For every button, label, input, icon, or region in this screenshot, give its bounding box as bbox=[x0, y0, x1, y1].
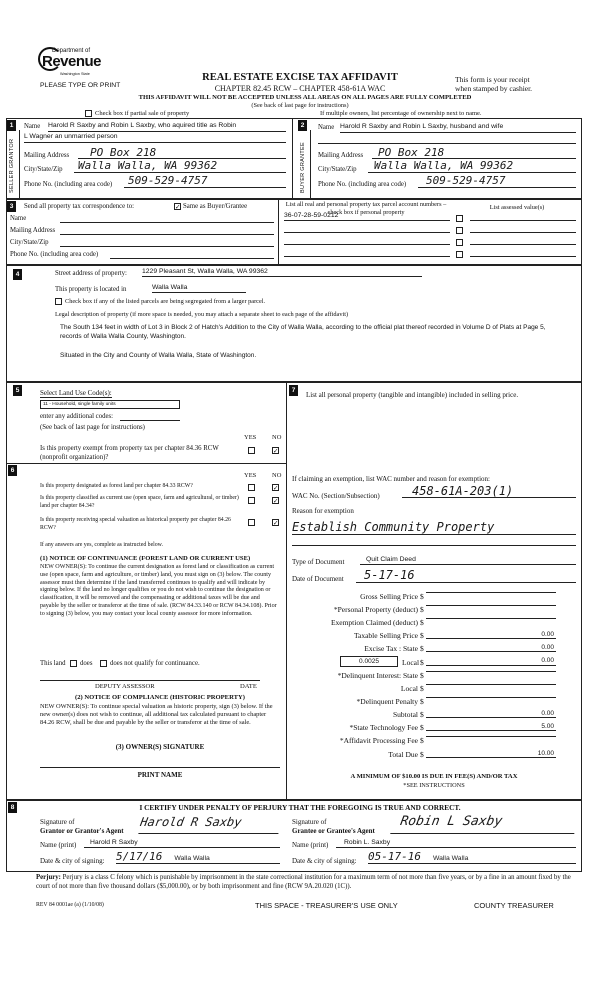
current-use-no-checkbox[interactable]: ✓ bbox=[273, 497, 279, 505]
seller-city-label: City/State/Zip bbox=[24, 166, 63, 173]
taxable-price-dollar: $ bbox=[420, 631, 424, 640]
seller-name-label: Name bbox=[24, 123, 41, 130]
perjury-label: Perjury: bbox=[36, 874, 61, 881]
perjury-notice bbox=[36, 874, 584, 891]
form-title: REAL ESTATE EXCISE TAX AFFIDAVIT bbox=[202, 72, 398, 83]
revenue-logo-text: Revenue bbox=[42, 53, 102, 70]
historic-text: NEW OWNER(S): To continue special valuation as historic property, sign (3) below. If the new owner(s) does not wish to continue, all additional tax calculated pursuant to chapter 84.26 RCW, shall be due and payable by the seller or transferor at the time of sale. bbox=[40, 703, 273, 726]
does-label: does bbox=[80, 660, 93, 667]
processing-fee-field[interactable] bbox=[426, 736, 556, 737]
subtotal-row bbox=[290, 710, 556, 722]
legal-description-label: Legal description of property (if more space is needed, you may attach a separate sheet to each page of the affidavit) bbox=[55, 311, 349, 318]
perjury-text: Perjury is a class C felony which is punishable by imprisonment in the state correctional institution for a maximum term of not more than five years, or by a fine in an amount fixed by the court of not more than five thousand dollars ($5,000.00), or by both imprisonment and fine (RCW 9A.20.020 (1C)). bbox=[36, 874, 571, 890]
delinquent-interest-state-field[interactable] bbox=[426, 671, 556, 672]
assessed-header: List assessed value(s) bbox=[489, 204, 545, 211]
buyer-side-label: BUYER GRANTEE bbox=[300, 142, 306, 193]
exemption-claimed-row bbox=[290, 618, 556, 630]
section-7-number: 7 bbox=[289, 385, 298, 396]
local-tax-dollar: $ bbox=[420, 658, 424, 667]
minimum-due-notice: A MINIMUM OF $10.00 IS DUE IN FEE(S) AND/OR TAX bbox=[350, 773, 518, 780]
grantor-date-field[interactable] bbox=[116, 850, 280, 864]
delinquent-penalty-field[interactable] bbox=[426, 697, 556, 698]
gross-price-field[interactable] bbox=[426, 592, 556, 593]
washington-state-label: Washington State bbox=[60, 72, 90, 76]
partial-sale-checkbox[interactable] bbox=[85, 110, 92, 117]
current-use-question: Is this property classified as current use (open space, farm and agricultural, or timber) land per chapter 84.34? bbox=[40, 495, 239, 509]
print-name-label: PRINT NAME bbox=[137, 771, 183, 779]
send-correspondence-label: Send all property tax correspondence to: bbox=[24, 203, 135, 210]
parcel-number-field[interactable]: 36-07-28-59-0212 bbox=[284, 212, 450, 221]
see-instructions-note: *SEE INSTRUCTIONS bbox=[403, 782, 465, 789]
delinquent-penalty-row bbox=[290, 697, 556, 709]
does-not-checkbox[interactable] bbox=[100, 660, 107, 667]
personal-property-checkbox-4[interactable] bbox=[456, 251, 463, 258]
does-checkbox[interactable] bbox=[70, 660, 77, 667]
same-as-buyer-label: Same as Buyer/Grantee bbox=[183, 203, 248, 210]
delinquent-penalty-label: *Delinquent Penalty bbox=[356, 697, 418, 706]
street-address-label: Street address of property: bbox=[55, 270, 127, 277]
segregated-label: Check box if any of the listed parcels are being segregated from a larger parcel. bbox=[65, 298, 266, 305]
parcel-field-4[interactable] bbox=[284, 248, 450, 257]
additional-codes-label: enter any additional codes: bbox=[40, 413, 114, 420]
yes-header-6: YES bbox=[244, 472, 257, 479]
seller-mailing-field[interactable]: PO Box 218 bbox=[78, 146, 286, 159]
delinquent-interest-state-row bbox=[290, 671, 556, 683]
certify-statement: I CERTIFY UNDER PENALTY OF PERJURY THAT THE FOREGOING IS TRUE AND CORRECT. bbox=[139, 803, 461, 812]
receipt-note: This form is your receipt bbox=[455, 75, 530, 84]
assessed-value-field-3[interactable] bbox=[470, 236, 576, 245]
seller-city-field[interactable]: Walla Walla, WA 99362 bbox=[74, 159, 286, 173]
reason-label: Reason for exemption bbox=[292, 507, 354, 515]
section-3-number: 3 bbox=[7, 201, 16, 212]
seller-mailing-label: Mailing Address bbox=[24, 152, 70, 159]
multiple-owners-note: If multiple owners, list percentage of ownership next to name. bbox=[320, 110, 482, 117]
section-4-number: 4 bbox=[13, 269, 22, 280]
technology-fee-label: *State Technology Fee bbox=[349, 723, 418, 732]
doc-date-field[interactable]: 5-17-16 bbox=[356, 568, 576, 583]
excise-state-dollar: $ bbox=[420, 644, 424, 653]
doc-type-field[interactable]: Quit Claim Deed bbox=[360, 556, 576, 565]
grantee-signature-field[interactable]: Robin L Saxby bbox=[390, 814, 578, 834]
section-2-number: 2 bbox=[298, 120, 307, 131]
land-use-see-back: (See back of last page for instructions) bbox=[40, 424, 145, 431]
continuance-text: NEW OWNER(S): To continue the current designation as forest land or classification as current use (open space, farm and agriculture, or timber) land, you must sign on (3) below. The county assessor must then determine if the land transferred continues to qualify and will indicate by signing below. If the land no longer qualifies or you do not wish to continue the designation or classification, it will be removed and the compensating or additional taxes will be due and payable by the seller or transferor at the time of sale. (RCW 84.33.140 or RCW 84.34.108). Prior to signing (3) below, you may contact your local county assessor for more information. bbox=[40, 564, 277, 617]
exemption-claimed-dollar: $ bbox=[420, 618, 424, 627]
buyer-mailing-field[interactable]: PO Box 218 bbox=[372, 146, 576, 159]
technology-fee-field[interactable]: 5.00 bbox=[426, 723, 556, 731]
yes-header-5: YES bbox=[244, 434, 257, 441]
receipt-note-2: when stamped by cashier. bbox=[455, 84, 533, 93]
section-1-number: 1 bbox=[7, 120, 16, 131]
technology-fee-row bbox=[290, 723, 556, 735]
taxable-price-field[interactable]: 0.00 bbox=[426, 631, 556, 639]
see-back-instructions: (See back of last page for instructions) bbox=[251, 102, 349, 109]
legal-description-text-2: Situated in the City and County of Walla Walla, State of Washington. bbox=[60, 352, 257, 359]
buyer-city-label: City/State/Zip bbox=[318, 166, 357, 173]
personal-property-checkbox-2[interactable] bbox=[456, 227, 463, 234]
local-tax-field[interactable]: 0.00 bbox=[426, 657, 556, 666]
exemption-claimed-field[interactable] bbox=[426, 618, 556, 619]
form-number: REV 84 0001ae (a) (1/10/08) bbox=[36, 902, 104, 908]
grantor-agent-label: Grantor or Grantor's Agent bbox=[40, 827, 124, 835]
grantor-name-label: Name (print) bbox=[40, 841, 77, 849]
chapter-label: CHAPTER 82.45 RCW – CHAPTER 458-61A WAC bbox=[214, 84, 386, 93]
parcel-header: List all real and personal property tax parcel account numbers – check box if personal property bbox=[285, 201, 447, 216]
grantor-date-value: 5/17/16 bbox=[116, 850, 163, 863]
delinquent-interest-local-field[interactable] bbox=[426, 684, 556, 685]
delinquent-interest-state-dollar: $ bbox=[420, 671, 424, 680]
subtotal-label: Subtotal bbox=[392, 710, 418, 719]
corr-mailing-label: Mailing Address bbox=[10, 227, 56, 234]
section-6-number: 6 bbox=[8, 465, 17, 476]
street-address-field[interactable]: 1229 Pleasant St, Walla Walla, WA 99362 bbox=[142, 268, 422, 277]
grantee-city-value: Walla Walla bbox=[432, 855, 469, 862]
grantee-name-label: Name (print) bbox=[292, 841, 329, 849]
this-land-label: This land bbox=[40, 660, 66, 667]
doc-type-label: Type of Document bbox=[292, 558, 345, 566]
processing-fee-dollar: $ bbox=[420, 736, 424, 745]
subtotal-dollar: $ bbox=[420, 710, 424, 719]
corr-phone-field[interactable] bbox=[110, 250, 274, 259]
historic-no-checkbox[interactable]: ✓ bbox=[273, 519, 279, 527]
reason-field[interactable]: Establish Community Property bbox=[292, 520, 576, 535]
wac-number-field[interactable]: 458-61A-203(1) bbox=[402, 484, 576, 498]
corr-city-field[interactable] bbox=[60, 238, 274, 247]
wac-label: WAC No. (Section/Subsection) bbox=[292, 492, 380, 500]
local-rate-box: 0.0025 bbox=[340, 656, 398, 667]
land-use-code-field[interactable]: 11 - Household, single family units bbox=[40, 400, 180, 409]
additional-codes-field[interactable] bbox=[120, 412, 180, 421]
located-in-label: This property is located in bbox=[55, 286, 127, 293]
grantor-signature-field[interactable]: Harold R Saxby bbox=[138, 815, 281, 834]
delinquent-interest-local-label: Local bbox=[400, 684, 418, 693]
buyer-phone-label: Phone No. (including area code) bbox=[318, 181, 407, 188]
does-not-label: does not qualify for continuance. bbox=[110, 660, 200, 667]
delinquent-interest-state-label: *Delinquent Interest: State bbox=[337, 671, 418, 680]
not-accepted-notice: THIS AFFIDAVIT WILL NOT BE ACCEPTED UNLESS ALL AREAS ON ALL PAGES ARE FULLY COMPLETED bbox=[138, 94, 472, 101]
please-type-label: PLEASE TYPE OR PRINT bbox=[40, 82, 121, 89]
personal-property-deduct-dollar: $ bbox=[420, 605, 424, 614]
delinquent-penalty-dollar: $ bbox=[420, 697, 424, 706]
exempt-question: Is this property exempt from property tax per chapter 84.36 RCW (nonprofit organization)? bbox=[40, 445, 219, 461]
continuance-title: (1) NOTICE OF CONTINUANCE (FOREST LAND OR CURRENT USE) bbox=[40, 555, 251, 562]
located-in-field[interactable]: Walla Walla bbox=[152, 284, 246, 293]
grantee-name-field[interactable]: Robin L. Saxby bbox=[336, 839, 576, 848]
seller-phone-label: Phone No. (including area code) bbox=[24, 181, 113, 188]
deputy-assessor-label: DEPUTY ASSESSOR bbox=[95, 683, 155, 690]
grantee-signature-label: Signature of bbox=[292, 818, 327, 826]
gross-price-row bbox=[290, 592, 556, 604]
parcel-field-3[interactable] bbox=[284, 236, 450, 245]
historic-yes-checkbox[interactable] bbox=[248, 519, 255, 526]
gross-price-label: Gross Selling Price bbox=[360, 592, 418, 601]
partial-sale-label: Check box if partial sale of property bbox=[95, 110, 190, 117]
subtotal-field[interactable]: 0.00 bbox=[426, 710, 556, 718]
buyer-name-label: Name bbox=[318, 124, 335, 131]
personal-property-deduct-label: *Personal Property (deduct) bbox=[333, 605, 418, 614]
corr-phone-label: Phone No. (including area code) bbox=[10, 251, 99, 258]
grantor-name-field[interactable]: Harold R Saxby bbox=[84, 839, 280, 848]
corr-mailing-field[interactable] bbox=[60, 226, 274, 235]
local-tax-label: Local bbox=[402, 658, 420, 667]
if-yes-note: If any answers are yes, complete as instructed below. bbox=[40, 542, 163, 548]
seller-name-field-2[interactable]: L Wagner an unmarried person bbox=[24, 133, 286, 143]
personal-property-deduct-field[interactable] bbox=[426, 605, 556, 606]
personal-property-checkbox-1[interactable] bbox=[456, 215, 463, 222]
no-header-6: NO bbox=[272, 472, 282, 479]
excise-state-label: Excise Tax : State bbox=[364, 644, 418, 653]
corr-name-label: Name bbox=[10, 215, 27, 222]
excise-state-field[interactable]: 0.00 bbox=[426, 644, 556, 652]
seller-phone-field[interactable]: 509-529-4757 bbox=[124, 174, 286, 188]
buyer-phone-field[interactable]: 509-529-4757 bbox=[418, 174, 576, 188]
technology-fee-dollar: $ bbox=[420, 723, 424, 732]
date-label: DATE bbox=[240, 683, 257, 690]
seller-side-label: SELLER GRANTOR bbox=[9, 138, 15, 193]
county-treasurer-label: COUNTY TREASURER bbox=[474, 901, 554, 910]
total-due-row bbox=[290, 750, 556, 762]
exempt-no-checkbox[interactable]: ✓ bbox=[273, 447, 279, 455]
segregated-checkbox[interactable] bbox=[55, 298, 62, 305]
total-due-field[interactable]: 10.00 bbox=[426, 750, 556, 758]
taxable-price-row bbox=[290, 631, 556, 643]
dept-label: Department of bbox=[52, 48, 91, 54]
exemption-intro: If claiming an exemption, list WAC number and reason for exemption: bbox=[292, 475, 490, 483]
grantee-date-field[interactable] bbox=[368, 850, 576, 864]
corr-city-label: City/State/Zip bbox=[10, 239, 49, 246]
historic-question: Is this property receiving special valuation as historical property per chapter 84.26 RCW? bbox=[40, 517, 231, 531]
grantee-date-value: 05-17-16 bbox=[368, 850, 421, 863]
buyer-name-field-2[interactable] bbox=[318, 134, 576, 144]
delinquent-interest-local-dollar: $ bbox=[420, 684, 424, 693]
section-8-number: 8 bbox=[8, 802, 17, 813]
grantor-signature-label: Signature of bbox=[40, 818, 75, 826]
grantee-agent-label: Grantee or Grantee's Agent bbox=[292, 827, 375, 835]
treasurer-space-label: THIS SPACE - TREASURER'S USE ONLY bbox=[255, 901, 398, 910]
doc-date-label: Date of Document bbox=[292, 575, 344, 583]
section-5-number: 5 bbox=[13, 385, 22, 396]
same-as-buyer-checkbox[interactable]: ✓ bbox=[175, 203, 181, 211]
assessed-value-field-1[interactable] bbox=[470, 212, 576, 221]
grantee-date-label: Date & city of signing: bbox=[292, 857, 357, 865]
assessed-value-field-4[interactable] bbox=[470, 248, 576, 257]
no-header-5: NO bbox=[272, 434, 282, 441]
personal-property-checkbox-3[interactable] bbox=[456, 239, 463, 246]
personal-property-deduct-row bbox=[290, 605, 556, 617]
processing-fee-row bbox=[290, 736, 556, 748]
current-use-yes-checkbox[interactable] bbox=[248, 497, 255, 504]
taxable-price-label: Taxable Selling Price bbox=[353, 631, 418, 640]
forest-land-question: Is this property designated as forest land per chapter 84.33 RCW? bbox=[40, 483, 193, 489]
buyer-mailing-label: Mailing Address bbox=[318, 152, 364, 159]
total-due-dollar: $ bbox=[420, 750, 424, 759]
assessed-value-field-2[interactable] bbox=[470, 224, 576, 233]
owner-signature-label: (3) OWNER(S) SIGNATURE bbox=[115, 743, 205, 751]
gross-price-dollar: $ bbox=[420, 592, 424, 601]
exempt-yes-checkbox[interactable] bbox=[248, 447, 255, 454]
grantor-date-label: Date & city of signing: bbox=[40, 857, 105, 865]
forest-yes-checkbox[interactable] bbox=[248, 484, 255, 491]
excise-state-row bbox=[290, 644, 556, 656]
forest-no-checkbox[interactable]: ✓ bbox=[273, 484, 279, 492]
total-due-label: Total Due bbox=[388, 750, 418, 759]
buyer-name-field[interactable]: Harold R Saxby and Robin L Saxby, husband and wife bbox=[340, 123, 576, 133]
parcel-field-2[interactable] bbox=[284, 224, 450, 233]
historic-title: (2) NOTICE OF COMPLIANCE (HISTORIC PROPERTY) bbox=[75, 694, 245, 701]
legal-description-text: The South 134 feet in width of Lot 3 in Block 2 of Hatch's Addition to the City of Walla Walla, according to the official plat thereof recorded in Volume D of Plats at Page 5, records of Walla Walla County, Washington. bbox=[60, 324, 546, 340]
seller-name-field[interactable]: Harold R Saxby and Robin L Saxby, who aquired title as Robin bbox=[48, 122, 286, 132]
exemption-claimed-label: Exemption Claimed (deduct) bbox=[330, 618, 418, 627]
land-use-label: Select Land Use Code(s): bbox=[40, 389, 112, 397]
grantor-city-value: Walla Walla bbox=[174, 855, 210, 862]
buyer-city-field[interactable]: Walla Walla, WA 99362 bbox=[368, 159, 576, 173]
personal-property-text: List all personal property (tangible and intangible) included in selling price. bbox=[306, 391, 519, 399]
processing-fee-label: *Affidavit Processing Fee bbox=[339, 736, 418, 745]
delinquent-interest-local-row bbox=[290, 684, 556, 696]
corr-name-field[interactable] bbox=[60, 214, 274, 223]
